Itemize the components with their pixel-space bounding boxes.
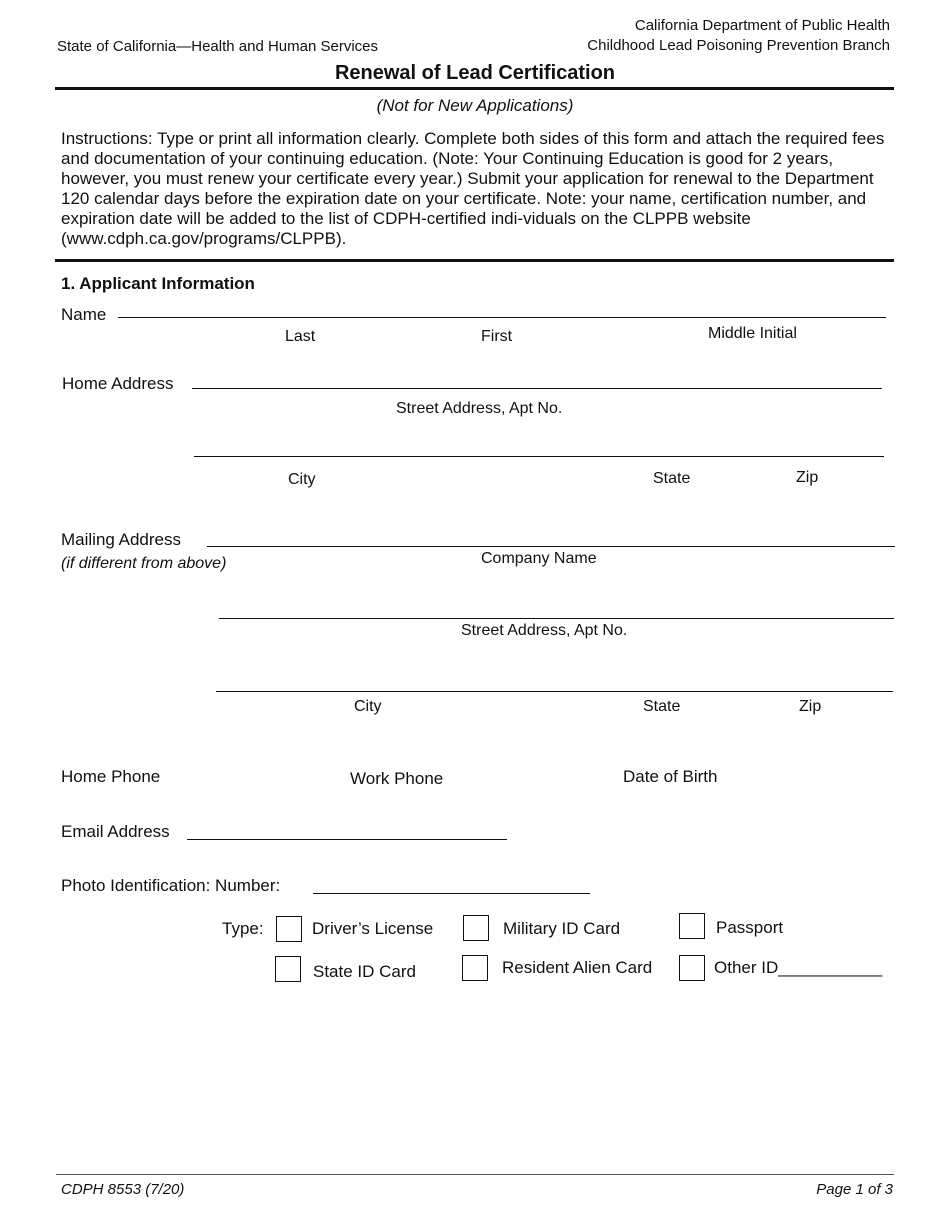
- state-id-label: State ID Card: [313, 962, 416, 981]
- department-name: California Department of Public Health: [634, 17, 890, 34]
- drivers-license-label: Driver’s License: [312, 919, 434, 938]
- page-number: Page 1 of 3: [816, 1181, 893, 1198]
- name-label: Name: [61, 305, 107, 324]
- mailing-address-label: Mailing Address: [61, 530, 182, 549]
- mailing-address-note: (if different from above): [61, 555, 227, 572]
- photo-id-label: Photo Identification: Number:: [61, 876, 281, 895]
- section-rule: [55, 259, 894, 262]
- footer-rule: [56, 1174, 894, 1175]
- section-heading: 1. Applicant Information: [61, 274, 255, 293]
- mailing-street-input-line[interactable]: [219, 618, 894, 619]
- agency-header-left: State of California—Health and Human Services: [57, 38, 378, 55]
- passport-label: Passport: [716, 918, 784, 937]
- email-input-line[interactable]: [187, 839, 507, 840]
- home-phone-label: Home Phone: [61, 767, 161, 786]
- photo-id-number-input-line[interactable]: [313, 893, 590, 894]
- state-id-checkbox[interactable]: [275, 956, 301, 982]
- date-of-birth-label: Date of Birth: [623, 767, 718, 786]
- resident-alien-checkbox[interactable]: [462, 955, 488, 981]
- mailing-company-input-line[interactable]: [207, 546, 895, 547]
- branch-name: Childhood Lead Poisoning Prevention Branch: [587, 37, 890, 54]
- instructions-text: Instructions: Type or print all information clearly. Complete both sides of this form and attach the required fees and documentation of your continuing education. (Note: Your Continuing Education is good for 2 years, however, you must renew your certificate every year.) Submit your application for renewal to the Department 120 calendar days before the expiration date on your certificate. Note: your name, certification number, and expiration date will be added to the list of CDPH-certified indi-viduals on the CLPPB website (www.cdph.ca.gov/programs/CLPPB).: [61, 129, 885, 248]
- name-first-caption: First: [481, 328, 513, 345]
- mailing-zip-caption: Zip: [799, 698, 822, 715]
- military-id-checkbox[interactable]: [463, 915, 489, 941]
- mailing-city-input-line[interactable]: [216, 691, 893, 692]
- title-rule: [55, 87, 894, 90]
- mailing-company-caption: Company Name: [481, 550, 597, 567]
- mailing-state-caption: State: [643, 698, 681, 715]
- id-type-label: Type:: [222, 919, 264, 938]
- home-zip-caption: Zip: [796, 469, 819, 486]
- form-subtitle: (Not for New Applications): [376, 96, 574, 115]
- work-phone-label: Work Phone: [350, 769, 444, 788]
- name-input-line[interactable]: [118, 317, 886, 318]
- military-id-label: Military ID Card: [503, 919, 621, 938]
- passport-checkbox[interactable]: [679, 913, 705, 939]
- drivers-license-checkbox[interactable]: [276, 916, 302, 942]
- other-id-label: Other ID___________: [714, 958, 883, 977]
- form-number: CDPH 8553 (7/20): [61, 1181, 185, 1198]
- home-street-input-line[interactable]: [192, 388, 882, 389]
- home-address-label: Home Address: [62, 374, 174, 393]
- mailing-street-caption: Street Address, Apt No.: [461, 622, 628, 639]
- mailing-city-caption: City: [354, 698, 382, 715]
- home-city-input-line[interactable]: [194, 456, 884, 457]
- home-city-caption: City: [288, 471, 316, 488]
- email-label: Email Address: [61, 822, 170, 841]
- name-middle-caption: Middle Initial: [708, 325, 797, 342]
- home-state-caption: State: [653, 470, 691, 487]
- form-title: Renewal of Lead Certification: [334, 62, 616, 84]
- name-last-caption: Last: [285, 328, 316, 345]
- home-street-caption: Street Address, Apt No.: [396, 400, 563, 417]
- other-id-checkbox[interactable]: [679, 955, 705, 981]
- resident-alien-label: Resident Alien Card: [502, 958, 653, 977]
- agency-header-right: [587, 16, 890, 56]
